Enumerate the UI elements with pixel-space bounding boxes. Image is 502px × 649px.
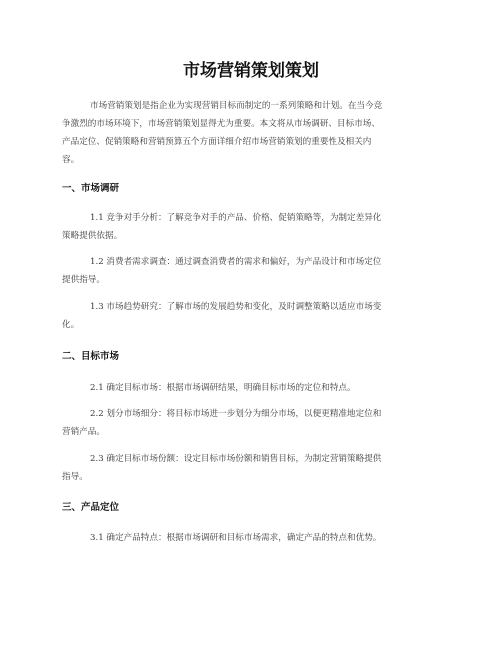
item-line: 策略提供依据。	[62, 231, 123, 241]
section-item	[62, 253, 442, 289]
section-item	[62, 298, 442, 334]
section-item	[62, 529, 442, 547]
section-item	[62, 450, 442, 486]
item-line: 营销产品。	[62, 427, 105, 437]
intro-line: 产品定位、促销策略和营销预算五个方面详细介绍市场营销策划的重要性及相关内	[62, 137, 372, 147]
item-line: 1.2 消费者需求调查：通过调查消费者的需求和偏好，为产品设计和市场定位	[90, 257, 382, 267]
item-line: 2.2 划分市场细分：将目标市场进一步划分为细分市场，以便更精准地定位和	[90, 409, 382, 419]
item-line: 提供指导。	[62, 275, 105, 285]
intro-paragraph	[62, 97, 442, 169]
section-item	[62, 379, 442, 397]
intro-line: 容。	[62, 155, 80, 165]
intro-line: 争激烈的市场环境下，市场营销策划显得尤为重要。本文将从市场调研、目标市场、	[62, 119, 380, 129]
item-line: 化。	[62, 320, 80, 330]
intro-line: 市场营销策划是指企业为实现营销目标而制定的一系列策略和计划。在当今竞	[90, 101, 383, 111]
item-line: 指导。	[62, 472, 88, 482]
document-title: 市场营销策划策划	[183, 61, 319, 81]
item-line: 2.1 确定目标市场：根据市场调研结果，明确目标市场的定位和特点。	[90, 383, 356, 393]
item-line: 3.1 确定产品特点：根据市场调研和目标市场需求，确定产品的特点和优势。	[90, 533, 382, 543]
item-line: 2.3 确定目标市场份额：设定目标市场份额和销售目标，为制定营销策略提供	[90, 454, 382, 464]
item-line: 1.1 竞争对手分析：了解竞争对手的产品、价格、促销策略等，为制定差异化	[90, 213, 382, 223]
section-heading: 三、产品定位	[62, 502, 120, 513]
section-item	[62, 405, 442, 441]
section-item	[62, 209, 442, 245]
section-heading: 一、市场调研	[62, 183, 120, 194]
item-line: 1.3 市场趋势研究：了解市场的发展趋势和变化，及时调整策略以适应市场变	[90, 302, 382, 312]
section-heading: 二、目标市场	[62, 351, 120, 362]
